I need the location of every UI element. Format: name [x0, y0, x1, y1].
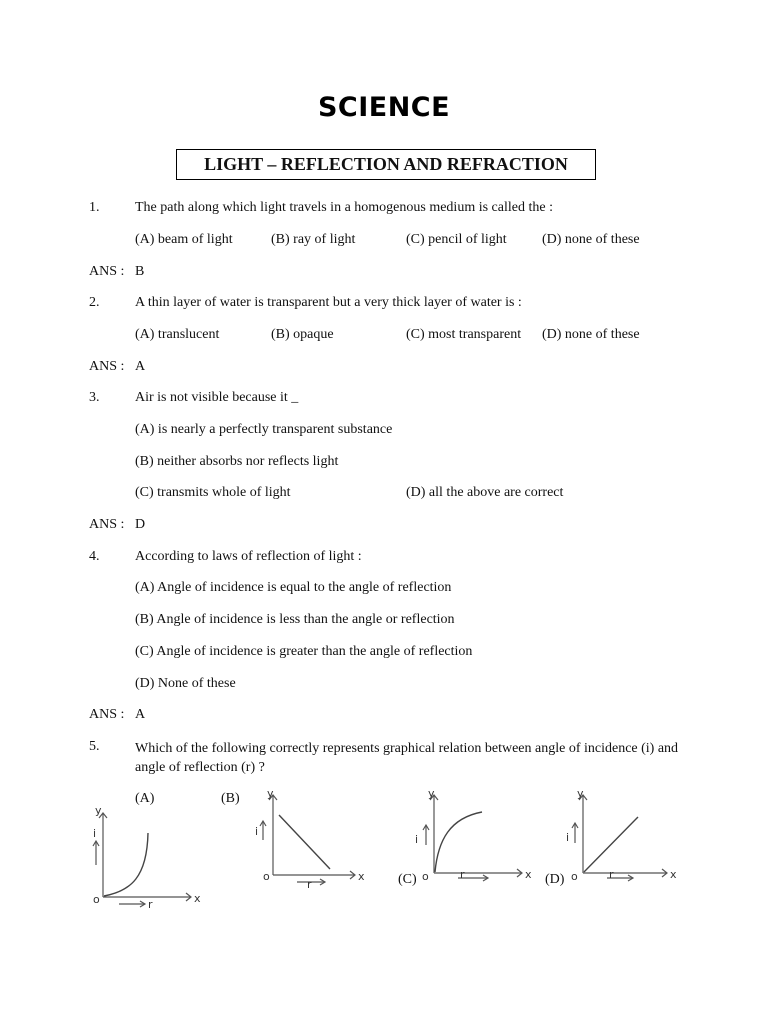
option-d: (D) none of these: [542, 327, 640, 342]
option-c: (C): [398, 872, 417, 887]
origin-label: o: [571, 870, 578, 883]
x-axis-label: x: [525, 868, 532, 881]
y-axis-label: y: [95, 805, 102, 817]
answer-value: A: [135, 359, 146, 374]
option-b: (B): [221, 791, 240, 806]
x-axis-label: x: [358, 870, 365, 883]
option-b: (B) ray of light: [271, 232, 356, 247]
y-axis-label: y: [577, 787, 584, 800]
option-b: (B) opaque: [271, 327, 334, 342]
r-label: r: [460, 868, 465, 881]
graph-c: [410, 785, 535, 890]
option-a: (A) beam of light: [135, 232, 233, 247]
answer-label: ANS :: [89, 517, 125, 532]
option-c: (C) pencil of light: [406, 232, 507, 247]
option-d: (D) all the above are correct: [406, 485, 564, 500]
option-a: (A) Angle of incidence is equal to the angle of reflection: [135, 580, 452, 595]
answer-label: ANS :: [89, 707, 125, 722]
question-number: 4.: [89, 549, 100, 564]
question-number: 3.: [89, 390, 100, 405]
option-a: (A) translucent: [135, 327, 220, 342]
x-axis-label: x: [194, 892, 201, 905]
option-d: (D) None of these: [135, 676, 236, 691]
option-c: (C) Angle of incidence is greater than the angle of reflection: [135, 644, 473, 659]
page-title: SCIENCE: [317, 92, 451, 123]
option-d: (D): [545, 872, 565, 887]
chapter-title: LIGHT – REFLECTION AND REFRACTION: [176, 149, 596, 180]
question-number: 5.: [89, 739, 100, 754]
x-axis-label: x: [670, 868, 677, 881]
r-label: r: [307, 878, 312, 890]
graph-d: [555, 785, 680, 890]
option-c: (C) most transparent: [406, 327, 522, 342]
origin-label: o: [422, 870, 429, 883]
i-label: i: [566, 831, 570, 844]
question-text: A thin layer of water is transparent but a very thick layer of water is :: [135, 295, 522, 310]
option-d: (D) none of these: [542, 232, 640, 247]
i-label: i: [93, 827, 97, 840]
origin-label: o: [263, 870, 270, 883]
option-b: (B) Angle of incidence is less than the angle or reflection: [135, 612, 455, 627]
option-b: (B) neither absorbs nor reflects light: [135, 454, 339, 469]
question-text: According to laws of reflection of light :: [135, 549, 362, 564]
answer-value: B: [135, 264, 145, 279]
answer-label: ANS :: [89, 359, 125, 374]
option-a: (A): [135, 791, 155, 806]
i-label: i: [415, 833, 419, 846]
option-c: (C) transmits whole of light: [135, 485, 291, 500]
origin-label: o: [93, 893, 100, 906]
graph-b: [255, 785, 370, 890]
answer-label: ANS :: [89, 264, 125, 279]
question-text: The path along which light travels in a homogenous medium is called the :: [135, 200, 553, 215]
graph-a: [85, 805, 210, 910]
i-label: i: [255, 825, 259, 838]
answer-value: A: [135, 707, 146, 722]
r-label: r: [148, 898, 153, 910]
r-label: r: [609, 868, 614, 881]
question-text: Which of the following correctly represents graphical relation between angle of incidence (i) and angle of reflection (r) ?: [135, 741, 679, 775]
question-text: Air is not visible because it _: [135, 390, 299, 405]
answer-value: D: [135, 517, 146, 532]
option-a: (A) is nearly a perfectly transparent substance: [135, 422, 393, 437]
y-axis-label: y: [267, 787, 274, 800]
y-axis-label: y: [428, 787, 435, 800]
question-number: 1.: [89, 200, 100, 215]
question-number: 2.: [89, 295, 100, 310]
